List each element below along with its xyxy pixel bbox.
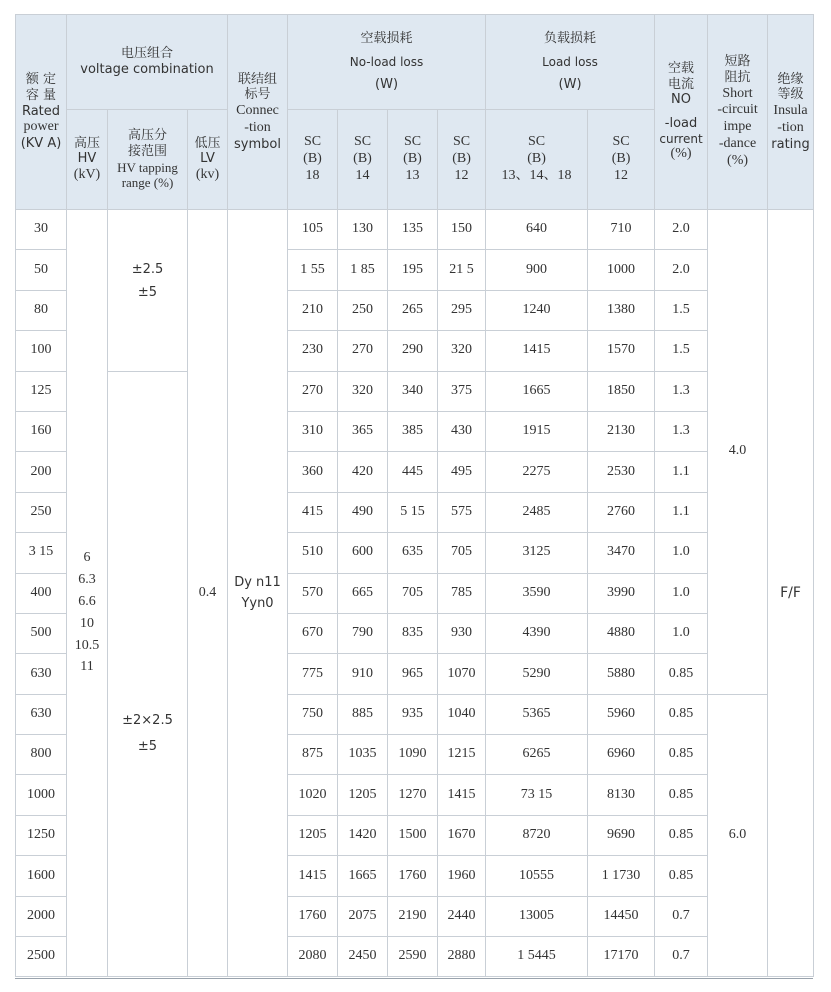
cell-load-sc12: 1000 [588,250,655,290]
table-row [16,210,814,250]
cell-noload-sc18: 1 55 [288,250,338,290]
cell-rated-power: 2000 [16,896,67,936]
cell-noload-sc13: 445 [388,452,438,492]
cell-load-sc12: 4880 [588,613,655,653]
cell-load-sc13-14-18: 5365 [486,694,588,734]
cell-noload-sc13: 135 [388,210,438,250]
connection-value: Yyn0 [241,596,274,612]
connection-value: Dy n11 [234,574,281,590]
hv-value: 6.6 [78,593,96,609]
cell-noload-sc12: 1960 [438,856,486,896]
cell-rated-power: 800 [16,735,67,775]
cell-rated-power: 1250 [16,815,67,855]
cell-impedance-b: 6.0 [708,694,768,977]
cell-rated-power: 200 [16,452,67,492]
cell-noload-sc12: 1415 [438,775,486,815]
cell-noload-sc13: 1760 [388,856,438,896]
cell-load-sc13-14-18: 1415 [486,331,588,371]
header-lv: 低压 LV (kv) [188,110,228,210]
cell-rated-power: 1600 [16,856,67,896]
header-load-loss: 负载损耗 Load loss (W) [486,15,655,110]
cell-load-sc13-14-18: 73 15 [486,775,588,815]
cell-noload-sc14: 600 [338,533,388,573]
cell-noload-sc12: 785 [438,573,486,613]
cell-hv-values [67,210,108,977]
cell-noload-sc18: 510 [288,533,338,573]
cell-noload-sc18: 570 [288,573,338,613]
cell-load-sc12: 2130 [588,411,655,451]
cell-rated-power: 125 [16,371,67,411]
header-load-sc-b-12: SC (B) 12 [588,110,655,210]
cell-noload-sc12: 1215 [438,735,486,775]
cell-load-sc12: 710 [588,210,655,250]
hv-value: 6 [83,550,91,566]
cell-noload-sc18: 775 [288,654,338,694]
cell-rated-power: 400 [16,573,67,613]
cell-load-sc13-14-18: 1240 [486,290,588,330]
cell-rated-power: 100 [16,331,67,371]
cell-noload-current: 1.1 [655,452,708,492]
header-noload-sc-b-18: SC (B) 18 [288,110,338,210]
spec-table-container [15,14,813,977]
cell-noload-sc14: 1205 [338,775,388,815]
cell-rated-power: 500 [16,613,67,653]
hv-value: 10 [80,615,94,631]
cell-noload-sc18: 415 [288,492,338,532]
cell-load-sc12: 2530 [588,452,655,492]
cell-noload-sc13: 705 [388,573,438,613]
cell-noload-sc12: 705 [438,533,486,573]
cell-noload-sc14: 130 [338,210,388,250]
cell-load-sc13-14-18: 3125 [486,533,588,573]
cell-load-sc12: 6960 [588,735,655,775]
cell-noload-sc14: 490 [338,492,388,532]
cell-noload-sc12: 575 [438,492,486,532]
cell-insulation-rating: F/F [768,210,814,977]
cell-load-sc13-14-18: 900 [486,250,588,290]
cell-load-sc13-14-18: 1915 [486,411,588,451]
cell-noload-sc18: 105 [288,210,338,250]
cell-noload-current: 1.5 [655,331,708,371]
cell-noload-sc18: 750 [288,694,338,734]
cell-noload-sc12: 1070 [438,654,486,694]
cell-noload-sc18: 1020 [288,775,338,815]
cell-noload-sc13: 965 [388,654,438,694]
cell-noload-sc13: 290 [388,331,438,371]
cell-noload-current: 0.85 [655,694,708,734]
cell-noload-sc13: 195 [388,250,438,290]
cell-rated-power: 250 [16,492,67,532]
cell-noload-sc14: 365 [338,411,388,451]
cell-noload-current: 0.7 [655,896,708,936]
tapping-value: ±2.5 [131,261,164,277]
cell-load-sc13-14-18: 8720 [486,815,588,855]
cell-noload-sc18: 230 [288,331,338,371]
cell-noload-sc14: 790 [338,613,388,653]
header-noload-sc-b-14: SC (B) 14 [338,110,388,210]
cell-load-sc13-14-18: 10555 [486,856,588,896]
cell-noload-current: 1.1 [655,492,708,532]
cell-noload-sc13: 340 [388,371,438,411]
transformer-spec-table [15,14,814,977]
cell-load-sc13-14-18: 4390 [486,613,588,653]
cell-noload-current: 2.0 [655,250,708,290]
table-row [16,371,814,411]
cell-load-sc12: 1 1730 [588,856,655,896]
cell-lv-value: 0.4 [188,210,228,977]
table-body [16,210,814,977]
cell-noload-sc18: 1760 [288,896,338,936]
cell-noload-sc14: 1420 [338,815,388,855]
hv-value: 10.5 [74,637,100,653]
cell-noload-sc14: 250 [338,290,388,330]
cell-load-sc13-14-18: 1665 [486,371,588,411]
cell-rated-power: 1000 [16,775,67,815]
cell-load-sc12: 14450 [588,896,655,936]
cell-load-sc13-14-18: 640 [486,210,588,250]
cell-load-sc12: 8130 [588,775,655,815]
cell-load-sc13-14-18: 2275 [486,452,588,492]
cell-noload-current: 1.0 [655,573,708,613]
cell-noload-sc13: 1090 [388,735,438,775]
header-noload-sc-b-12: SC (B) 12 [438,110,486,210]
cell-noload-current: 2.0 [655,210,708,250]
cell-rated-power: 2500 [16,937,67,977]
cell-noload-sc14: 885 [338,694,388,734]
hv-value: 6.3 [78,572,96,588]
cell-noload-sc18: 875 [288,735,338,775]
cell-noload-sc13: 935 [388,694,438,734]
table-bottom-rule [15,978,813,979]
tapping-value: ±5 [137,738,158,754]
cell-noload-sc13: 5 15 [388,492,438,532]
cell-noload-sc12: 430 [438,411,486,451]
cell-noload-sc18: 670 [288,613,338,653]
cell-noload-current: 0.85 [655,856,708,896]
cell-noload-current: 0.85 [655,775,708,815]
cell-load-sc13-14-18: 6265 [486,735,588,775]
cell-noload-current: 0.7 [655,937,708,977]
cell-noload-sc12: 150 [438,210,486,250]
table-header [16,15,814,210]
cell-load-sc13-14-18: 5290 [486,654,588,694]
cell-noload-current: 1.5 [655,290,708,330]
cell-load-sc13-14-18: 13005 [486,896,588,936]
cell-load-sc13-14-18: 2485 [486,492,588,532]
cell-noload-sc12: 1040 [438,694,486,734]
header-rated-power: 额 定 容 量 Rated power (KV A) [16,15,67,210]
cell-noload-sc14: 2450 [338,937,388,977]
cell-noload-sc12: 320 [438,331,486,371]
cell-rated-power: 630 [16,654,67,694]
cell-load-sc12: 1380 [588,290,655,330]
cell-noload-sc12: 2880 [438,937,486,977]
cell-noload-sc18: 1415 [288,856,338,896]
tapping-value: ±5 [137,285,158,301]
cell-noload-sc12: 1670 [438,815,486,855]
cell-rated-power: 50 [16,250,67,290]
cell-noload-current: 1.0 [655,613,708,653]
cell-connection-symbol [228,210,288,977]
cell-noload-sc13: 1500 [388,815,438,855]
cell-impedance-a: 4.0 [708,210,768,695]
header-hv-tapping: 高压分 接范围 HV tapping range (%) [108,110,188,210]
cell-noload-sc18: 360 [288,452,338,492]
header-noload-sc-b-13: SC (B) 13 [388,110,438,210]
cell-rated-power: 630 [16,694,67,734]
cell-noload-sc12: 2440 [438,896,486,936]
cell-noload-sc12: 495 [438,452,486,492]
cell-load-sc12: 17170 [588,937,655,977]
cell-load-sc12: 5960 [588,694,655,734]
cell-noload-sc13: 2190 [388,896,438,936]
cell-noload-sc14: 320 [338,371,388,411]
cell-noload-current: 0.85 [655,735,708,775]
cell-load-sc12: 3470 [588,533,655,573]
cell-noload-current: 0.85 [655,654,708,694]
cell-noload-sc14: 1665 [338,856,388,896]
cell-noload-sc13: 1270 [388,775,438,815]
cell-noload-current: 0.85 [655,815,708,855]
header-noload-loss: 空载损耗 No-load loss (W) [288,15,486,110]
header-hv: 高压 HV (kV) [67,110,108,210]
hv-value: 11 [80,659,94,675]
cell-load-sc12: 5880 [588,654,655,694]
cell-noload-sc12: 375 [438,371,486,411]
cell-load-sc12: 3990 [588,573,655,613]
cell-noload-sc14: 910 [338,654,388,694]
cell-load-sc13-14-18: 3590 [486,573,588,613]
header-load-sc-b-13-14-18: SC (B) 13、14、18 [486,110,588,210]
cell-rated-power: 3 15 [16,533,67,573]
cell-noload-current: 1.0 [655,533,708,573]
cell-load-sc12: 1570 [588,331,655,371]
cell-noload-sc14: 1035 [338,735,388,775]
cell-rated-power: 80 [16,290,67,330]
cell-rated-power: 30 [16,210,67,250]
cell-noload-sc14: 665 [338,573,388,613]
cell-noload-sc12: 930 [438,613,486,653]
header-noload-current: 空载 电流 NO -load current (%) [655,15,708,210]
cell-noload-sc18: 2080 [288,937,338,977]
cell-noload-sc13: 635 [388,533,438,573]
cell-load-sc12: 2760 [588,492,655,532]
cell-noload-current: 1.3 [655,411,708,451]
header-connection-symbol: 联结组 标号 Connec -tion symbol [228,15,288,210]
header-short-circuit-impedance: 短路 阻抗 Short -circuit impe -dance (%) [708,15,768,210]
cell-noload-sc14: 420 [338,452,388,492]
cell-noload-sc12: 21 5 [438,250,486,290]
cell-load-sc12: 1850 [588,371,655,411]
tapping-value: ±2×2.5 [122,713,173,729]
cell-noload-current: 1.3 [655,371,708,411]
cell-load-sc12: 9690 [588,815,655,855]
cell-hv-tapping-a [108,210,188,372]
cell-hv-tapping-b [108,371,188,977]
cell-noload-sc18: 210 [288,290,338,330]
cell-noload-sc18: 270 [288,371,338,411]
cell-noload-sc14: 2075 [338,896,388,936]
cell-noload-sc18: 1205 [288,815,338,855]
cell-rated-power: 160 [16,411,67,451]
cell-noload-sc14: 270 [338,331,388,371]
header-voltage-combination: 电压组合 voltage combination [67,15,228,110]
cell-noload-sc13: 385 [388,411,438,451]
cell-noload-sc13: 835 [388,613,438,653]
cell-noload-sc13: 265 [388,290,438,330]
cell-noload-sc14: 1 85 [338,250,388,290]
header-insulation-rating: 绝缘 等级 Insula -tion rating [768,15,814,210]
cell-noload-sc18: 310 [288,411,338,451]
cell-noload-sc12: 295 [438,290,486,330]
cell-noload-sc13: 2590 [388,937,438,977]
cell-load-sc13-14-18: 1 5445 [486,937,588,977]
